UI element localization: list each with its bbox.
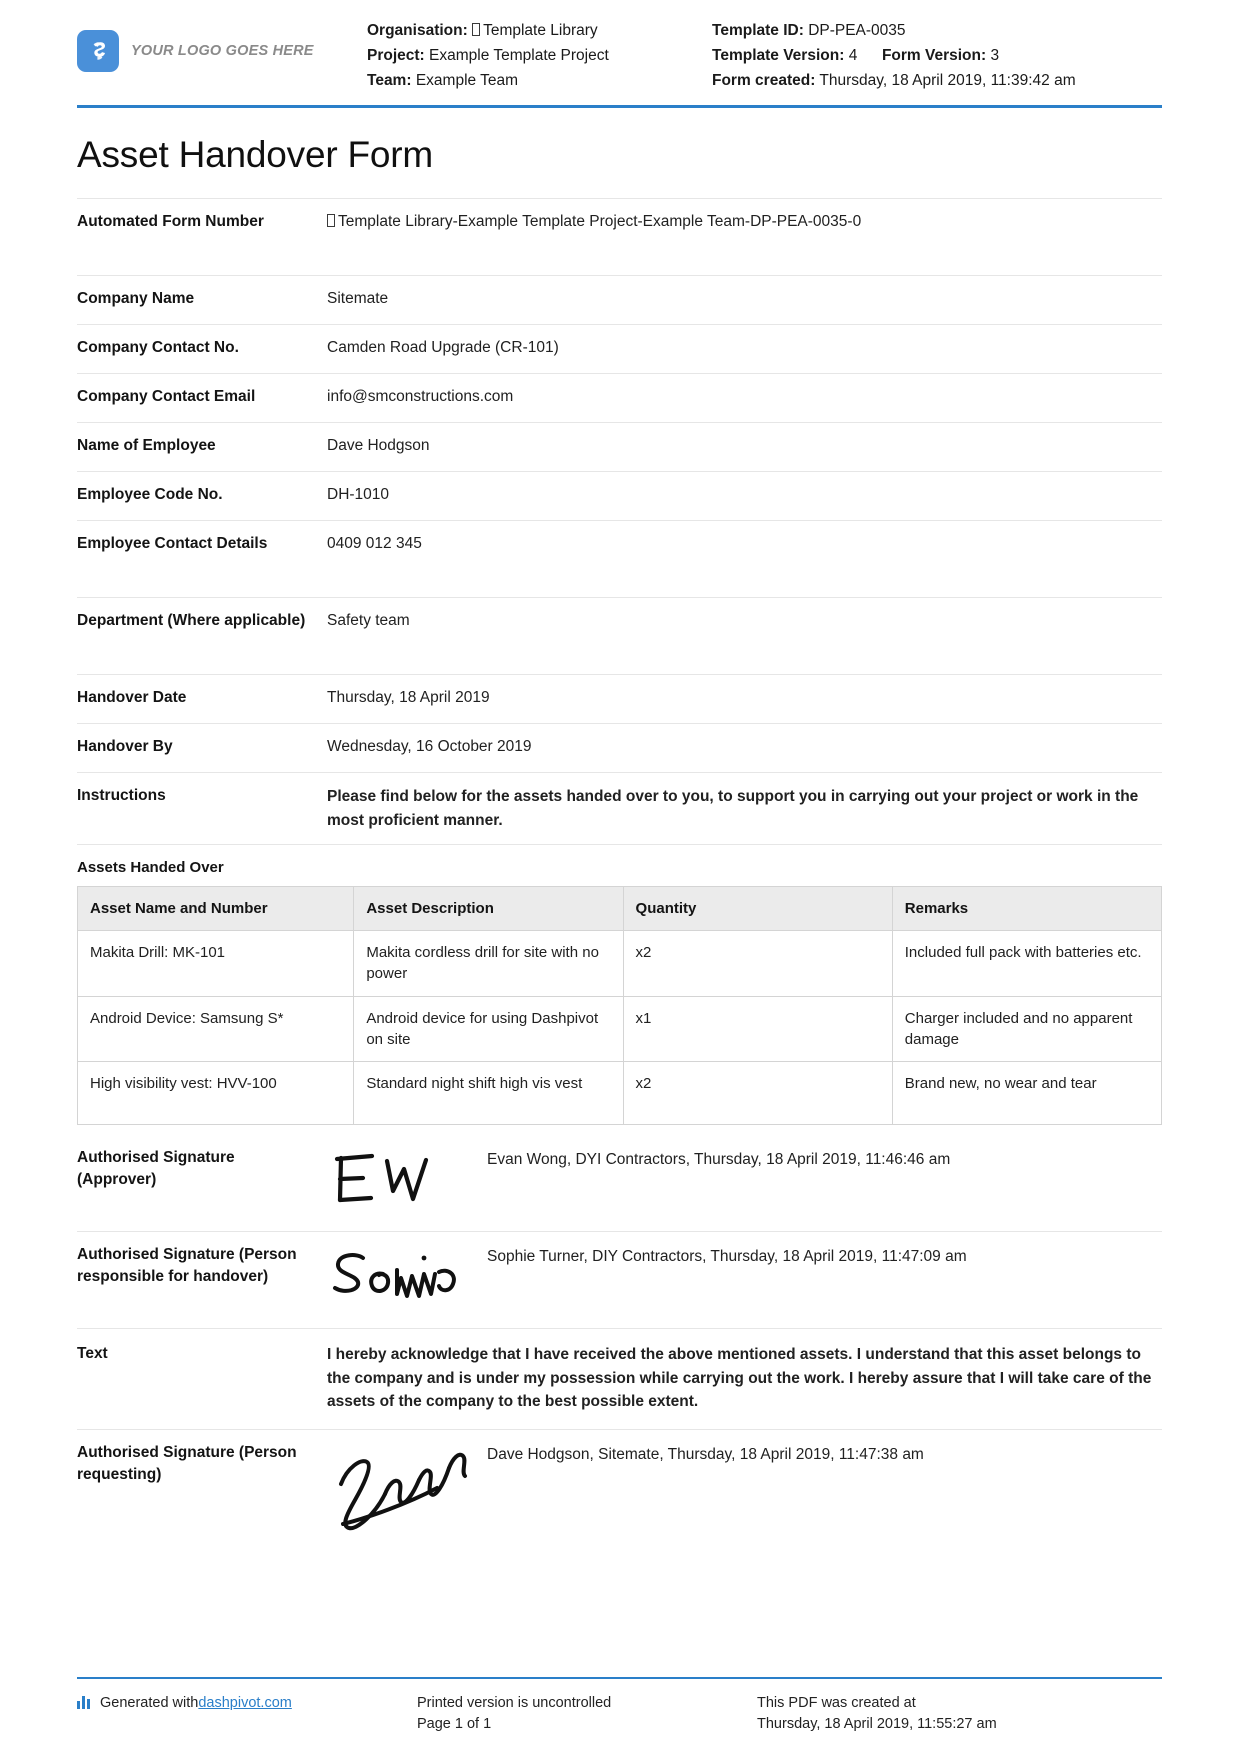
- field-label: Employee Contact Details: [77, 535, 268, 553]
- signature-sophie-turner: [327, 1244, 487, 1304]
- field-value: [327, 211, 1162, 233]
- template-id-label: Template ID:: [712, 22, 804, 39]
- footer-pdf-created: [757, 1693, 1162, 1737]
- table-row: [78, 1062, 1162, 1125]
- field-value: info@smconstructions.com: [327, 388, 514, 406]
- field-row-instructions: [77, 772, 1162, 844]
- assets-table-caption: Assets Handed Over: [77, 858, 224, 876]
- field-row: [77, 198, 1162, 275]
- signature-row-approver: [77, 1135, 1162, 1231]
- footer-generated-with: [77, 1693, 417, 1737]
- footer-pdf-line2: Thursday, 18 April 2019, 11:55:27 am: [757, 1716, 997, 1733]
- field-label: Department (Where applicable): [77, 612, 306, 630]
- signature-meta: Evan Wong, DYI Contractors, Thursday, 18 April 2019, 11:46:46 am: [487, 1151, 951, 1169]
- field-row: [77, 723, 1162, 772]
- signature-evan-wong: [327, 1147, 487, 1207]
- footer-generated-prefix: Generated with: [100, 1694, 199, 1711]
- signature-label: Authorised Signature (Approver): [77, 1149, 235, 1189]
- cell-remarks: Brand new, no wear and tear: [892, 1062, 1161, 1125]
- signature-meta: Dave Hodgson, Sitemate, Thursday, 18 April 2019, 11:47:38 am: [487, 1446, 924, 1464]
- cell-quantity: x2: [623, 1062, 892, 1125]
- field-value: Dave Hodgson: [327, 437, 430, 455]
- field-label: Company Name: [77, 290, 195, 308]
- page-title: Asset Handover Form: [77, 134, 434, 176]
- field-value: Sitemate: [327, 290, 389, 308]
- column-header-quantity: Quantity: [623, 886, 892, 930]
- assets-table: [77, 886, 1162, 1125]
- template-id-line: [712, 18, 1162, 43]
- field-label: Company Contact No.: [77, 339, 239, 357]
- field-value: Please find below for the assets handed over to you, to support you in carrying out your project or work in the most proficient manner.: [327, 788, 1139, 829]
- placeholder-glyph-icon: [327, 214, 335, 227]
- logo-text: YOUR LOGO GOES HERE: [131, 43, 314, 59]
- cell-remarks: Charger included and no apparent damage: [892, 996, 1161, 1062]
- form-created-value: Thursday, 18 April 2019, 11:39:42 am: [819, 72, 1076, 90]
- form-version-value: 3: [990, 47, 1000, 65]
- footer-uncontrolled-line1: Printed version is uncontrolled: [417, 1694, 612, 1711]
- header-meta: [367, 18, 1162, 93]
- logo-block: [77, 18, 367, 72]
- organisation-value: Template Library: [483, 22, 598, 39]
- form-created-label: Form created:: [712, 72, 816, 90]
- team-label: Team:: [367, 72, 412, 90]
- project-value: Example Template Project: [429, 47, 609, 65]
- template-id-value: DP-PEA-0035: [808, 22, 906, 39]
- placeholder-glyph-icon: [472, 23, 480, 36]
- signature-row-handover: [77, 1231, 1162, 1328]
- cell-asset-name: Makita Drill: MK-101: [78, 931, 354, 997]
- acknowledgement-value: I hereby acknowledge that I have received the above mentioned assets. I understand that this asset belongs to the company and is under my possession while carrying out the work. I hereby assure that I will take care of the assets of the company to the best possible extent.: [327, 1346, 1152, 1410]
- field-value: Safety team: [327, 612, 410, 630]
- column-header-asset-name: Asset Name and Number: [78, 886, 354, 930]
- footer-uncontrolled: [417, 1693, 757, 1737]
- form-created-line: [712, 68, 1162, 93]
- field-label: Automated Form Number: [77, 213, 264, 231]
- field-value: Thursday, 18 April 2019: [327, 689, 490, 707]
- signature-meta: Sophie Turner, DIY Contractors, Thursday, 18 April 2019, 11:47:09 am: [487, 1248, 967, 1266]
- footer-divider: [77, 1677, 1162, 1679]
- team-line: [367, 68, 712, 93]
- document-footer: [77, 1677, 1162, 1754]
- cell-asset-description: Android device for using Dashpivot on site: [354, 996, 623, 1062]
- field-label: Company Contact Email: [77, 388, 256, 406]
- signature-row-requesting: [77, 1429, 1162, 1566]
- organisation-line: [367, 18, 712, 43]
- field-label: Handover Date: [77, 689, 187, 707]
- signature-label: Authorised Signature (Person requesting): [77, 1444, 297, 1484]
- header-divider: [77, 105, 1162, 108]
- cell-quantity: x1: [623, 996, 892, 1062]
- field-value: 0409 012 345: [327, 535, 422, 553]
- header-meta-left: [367, 18, 712, 93]
- field-label: Instructions: [77, 787, 166, 805]
- template-version-label: Template Version:: [712, 47, 845, 65]
- field-label: Name of Employee: [77, 437, 216, 455]
- organisation-label: Organisation:: [367, 22, 468, 39]
- template-version-value: 4: [848, 47, 858, 65]
- footer-page-number: Page 1 of 1: [417, 1716, 492, 1733]
- field-value-text: Template Library-Example Template Project-Example Team-DP-PEA-0035-0: [338, 213, 862, 231]
- assets-section: [77, 844, 1162, 1125]
- field-row: [77, 674, 1162, 723]
- cell-asset-description: Standard night shift high vis vest: [354, 1062, 623, 1125]
- column-header-remarks: Remarks: [892, 886, 1161, 930]
- field-value: DH-1010: [327, 486, 390, 504]
- header-meta-right: [712, 18, 1162, 93]
- field-row: [77, 422, 1162, 471]
- field-row: [77, 373, 1162, 422]
- footer-columns: [77, 1693, 1162, 1737]
- acknowledgement-row: [77, 1328, 1162, 1429]
- field-row: [77, 471, 1162, 520]
- form-fields: [77, 198, 1162, 844]
- project-line: [367, 43, 712, 68]
- field-label: Handover By: [77, 738, 173, 756]
- column-header-asset-description: Asset Description: [354, 886, 623, 930]
- field-label: Employee Code No.: [77, 486, 223, 504]
- table-row: [78, 996, 1162, 1062]
- footer-pdf-line1: This PDF was created at: [757, 1694, 916, 1711]
- field-value: Camden Road Upgrade (CR-101): [327, 339, 559, 357]
- sitemate-logo-icon: [77, 30, 119, 72]
- team-value: Example Team: [415, 72, 519, 90]
- form-version-label: Form Version:: [881, 47, 987, 65]
- cell-quantity: x2: [623, 931, 892, 997]
- table-row: [78, 931, 1162, 997]
- field-value: Wednesday, 16 October 2019: [327, 738, 532, 756]
- signature-label: Authorised Signature (Person responsible for handover): [77, 1246, 297, 1286]
- cell-remarks: Included full pack with batteries etc.: [892, 931, 1161, 997]
- field-row: [77, 324, 1162, 373]
- field-row: [77, 597, 1162, 674]
- signature-dave-hodgson: [327, 1442, 487, 1537]
- field-row: [77, 275, 1162, 324]
- cell-asset-description: Makita cordless drill for site with no power: [354, 931, 623, 997]
- document-header: [77, 0, 1162, 105]
- versions-line: [712, 43, 1162, 68]
- acknowledgement-label: Text: [77, 1345, 108, 1363]
- cell-asset-name: High visibility vest: HVV-100: [78, 1062, 354, 1125]
- field-row: [77, 520, 1162, 597]
- dashpivot-link[interactable]: dashpivot.com: [198, 1694, 292, 1711]
- assets-table-header-row: [78, 886, 1162, 930]
- cell-asset-name: Android Device: Samsung S*: [78, 996, 354, 1062]
- bar-chart-icon: [77, 1695, 92, 1709]
- project-label: Project:: [367, 47, 425, 65]
